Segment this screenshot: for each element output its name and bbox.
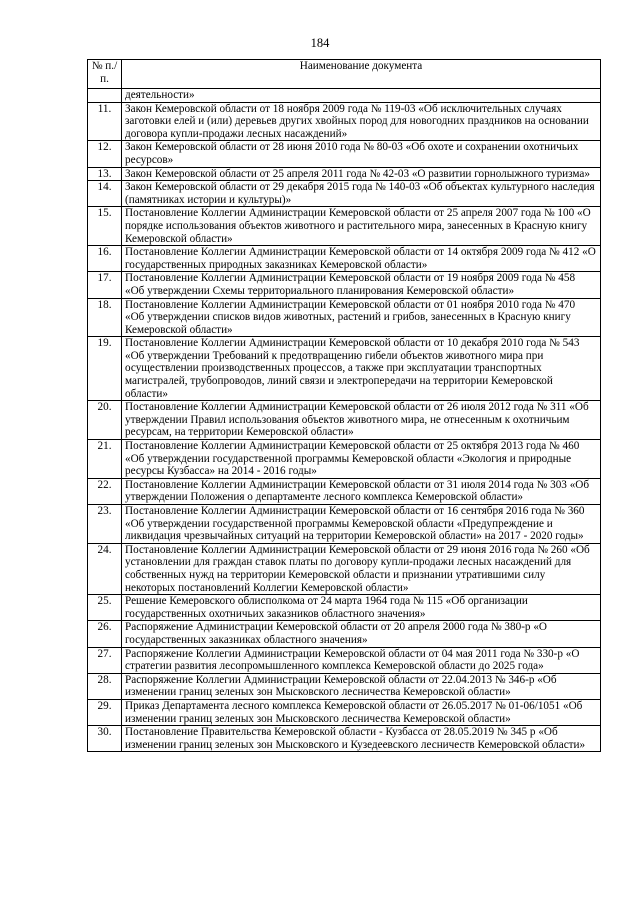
row-document-name: Распоряжение Коллегии Администрации Кемеровской области от 22.04.2013 № 346-р «Об изменении границ зеленых зон Мысковского лесничества Кемеровской области»	[122, 673, 601, 699]
row-number	[88, 89, 122, 103]
row-document-name: Постановление Коллегии Администрации Кемеровской области от 19 ноября 2009 года № 458 «Об утверждении Схемы территориального планирования Кемеровской области»	[122, 272, 601, 298]
row-number: 13.	[88, 167, 122, 181]
row-number: 18.	[88, 298, 122, 337]
row-number: 17.	[88, 272, 122, 298]
row-number: 14.	[88, 181, 122, 207]
row-number: 27.	[88, 647, 122, 673]
row-number: 24.	[88, 543, 122, 594]
table-row	[88, 246, 601, 272]
row-number: 30.	[88, 726, 122, 752]
row-number: 28.	[88, 673, 122, 699]
row-number: 12.	[88, 141, 122, 167]
row-document-name: Закон Кемеровской области от 18 ноября 2009 года № 119-03 «Об исключительных случаях заготовки елей и (или) деревьев других хвойных пород для новогодних праздников на основании договора купли-продажи лесных насаждений»	[122, 102, 601, 141]
row-number: 26.	[88, 621, 122, 647]
table-row	[88, 102, 601, 141]
row-number: 16.	[88, 246, 122, 272]
table-row	[88, 141, 601, 167]
row-number: 11.	[88, 102, 122, 141]
row-number: 29.	[88, 699, 122, 725]
row-document-name: Постановление Коллегии Администрации Кемеровской области от 29 июня 2016 года № 260 «Об установлении для граждан ставок платы по договору купли-продажи лесных насаждений для собственных нужд на территории Кемеровской области и признании утратившими силу некоторых постановлений Коллегии Кемеровской области»	[122, 543, 601, 594]
row-document-name: Постановление Коллегии Администрации Кемеровской области от 26 июля 2012 года № 311 «Об утверждении Правил использования объектов животного мира, не отнесенным к охотничьим ресурсам, на территории Кемеровской области»	[122, 401, 601, 440]
table-row	[88, 621, 601, 647]
row-document-name: Постановление Коллегии Администрации Кемеровской области от 16 сентября 2016 года № 360 «Об утверждении государственной программы Кемеровской области «Предупреждение и ликвидация чрезвычайных ситуаций на территории Кемеровской области» на 2017 - 2020 годы»	[122, 505, 601, 544]
row-number: 15.	[88, 207, 122, 246]
row-number: 21.	[88, 440, 122, 479]
table-row	[88, 401, 601, 440]
row-document-name: Закон Кемеровской области от 25 апреля 2011 года № 42-03 «О развитии горнолыжного туризма»	[122, 167, 601, 181]
row-document-name: Постановление Коллегии Администрации Кемеровской области от 31 июля 2014 года № 303 «Об утверждении Положения о департаменте лесного комплекса Кемеровской области»	[122, 478, 601, 504]
row-document-name: Распоряжение Коллегии Администрации Кемеровской области от 04 мая 2011 года № 330-р «О стратегии развития лесопромышленного комплекса Кемеровской области до 2025 года»	[122, 647, 601, 673]
table-row	[88, 595, 601, 621]
page-number: 184	[310, 36, 330, 50]
row-document-name: Закон Кемеровской области от 28 июня 2010 года № 80-03 «Об охоте и сохранении охотничьих ресурсов»	[122, 141, 601, 167]
row-document-name: Приказ Департамента лесного комплекса Кемеровской области от 26.05.2017 № 01-06/1051 «Об изменении границ зеленых зон Мысковского лесничества Кемеровской области»	[122, 699, 601, 725]
row-number: 20.	[88, 401, 122, 440]
table-row	[88, 207, 601, 246]
table-row	[88, 478, 601, 504]
row-document-name: Распоряжение Администрации Кемеровской области от 20 апреля 2000 года № 380-р «О государственных заказниках областного значения»	[122, 621, 601, 647]
table-row	[88, 272, 601, 298]
table-row	[88, 673, 601, 699]
table-row	[88, 543, 601, 594]
column-header-document-name: Наименование документа	[122, 60, 601, 89]
row-document-name: Постановление Коллегии Администрации Кемеровской области от 14 октября 2009 года № 412 «О государственных природных заказниках Кемеровской области»	[122, 246, 601, 272]
table-row	[88, 337, 601, 401]
table-row	[88, 167, 601, 181]
table-row	[88, 298, 601, 337]
table-row	[88, 505, 601, 544]
row-number: 22.	[88, 478, 122, 504]
row-document-name: Закон Кемеровской области от 29 декабря 2015 года № 140-03 «Об объектах культурного наследия (памятниках истории и культуры)»	[122, 181, 601, 207]
table-row	[88, 699, 601, 725]
documents-table	[87, 59, 601, 752]
row-document-name: Решение Кемеровского облисполкома от 24 марта 1964 года № 115 «Об организации государственных охотничьих заказников областного значения»	[122, 595, 601, 621]
row-document-name: Постановление Коллегии Администрации Кемеровской области от 01 ноября 2010 года № 470 «Об утверждении списков видов животных, растений и грибов, занесенных в Красную книгу Кемеровской области»	[122, 298, 601, 337]
row-number: 23.	[88, 505, 122, 544]
table-row	[88, 647, 601, 673]
row-number: 19.	[88, 337, 122, 401]
row-document-name: Постановление Правительства Кемеровской области - Кузбасса от 28.05.2019 № 345 р «Об изменении границ зеленых зон Мысковского и Кузедеевского лесничеств Кемеровской области»	[122, 726, 601, 752]
row-number: 25.	[88, 595, 122, 621]
table-header-row	[88, 60, 601, 89]
row-document-name: деятельности»	[122, 89, 601, 103]
table-row-continuation	[88, 89, 601, 103]
row-document-name: Постановление Коллегии Администрации Кемеровской области от 25 апреля 2007 года № 100 «О порядке использования объектов животного и растительного мира, занесенных в Красную книгу Кемеровской области»	[122, 207, 601, 246]
table-row	[88, 440, 601, 479]
column-header-number: № п./п.	[88, 60, 122, 89]
row-document-name: Постановление Коллегии Администрации Кемеровской области от 10 декабря 2010 года № 543 «Об утверждении Требований к предотвращению гибели объектов животного мира при осуществлении производственных процессов, а также при эксплуатации транспортных магистралей, трубопроводов, линий связи и электропередачи на территории Кемеровской области»	[122, 337, 601, 401]
table-row	[88, 181, 601, 207]
row-document-name: Постановление Коллегии Администрации Кемеровской области от 25 октября 2013 года № 460 «Об утверждении государственной программы Кемеровской области «Экология и природные ресурсы Кузбасса» на 2014 - 2016 годы»	[122, 440, 601, 479]
table-row	[88, 726, 601, 752]
